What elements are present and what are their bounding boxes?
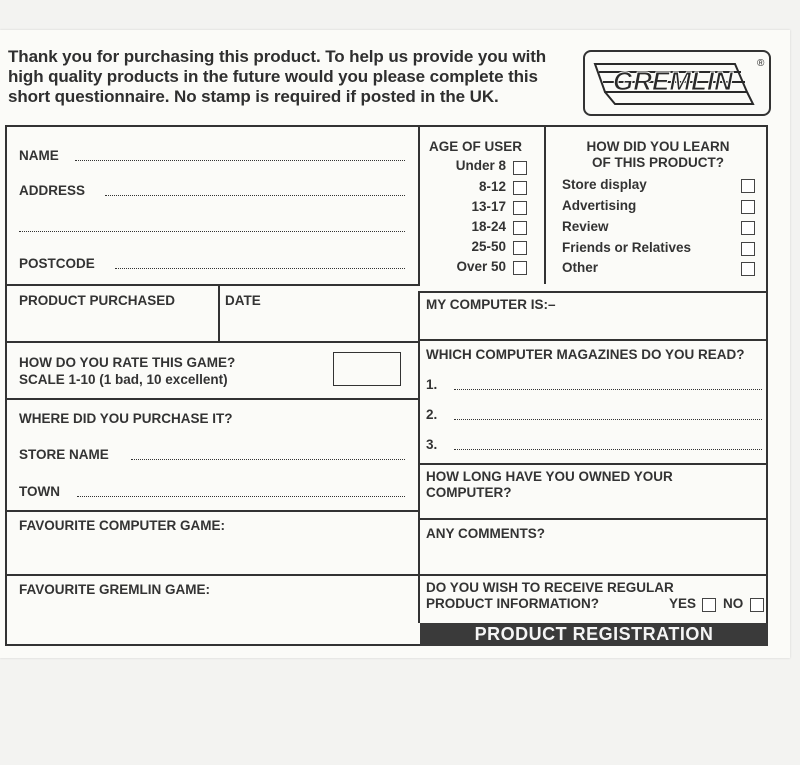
learn-checkbox[interactable] (741, 242, 755, 256)
address-label: ADDRESS (19, 183, 86, 198)
learn-option: Store display (562, 177, 647, 192)
where-purchased-section (7, 398, 420, 510)
learn-option: Other (562, 260, 599, 275)
rate-label: HOW DO YOU RATE THIS GAME? (19, 355, 236, 370)
postcode-field[interactable] (115, 268, 405, 269)
town-field[interactable] (77, 496, 405, 497)
name-address-section (7, 127, 420, 284)
date-label: DATE (225, 293, 261, 308)
age-checkbox[interactable] (513, 261, 527, 275)
age-checkbox[interactable] (513, 221, 527, 235)
address-field-1[interactable] (105, 195, 405, 196)
magazine-field-1[interactable] (454, 389, 762, 390)
yes-checkbox[interactable] (702, 598, 716, 612)
learn-title-2: OF THIS PRODUCT? (592, 155, 724, 170)
questionnaire-form (5, 125, 768, 646)
age-option: Over 50 (456, 259, 506, 274)
store-name-field[interactable] (131, 459, 405, 460)
store-name-label: STORE NAME (19, 447, 109, 462)
intro-text: Thank you for purchasing this product. To help us provide you with high quality products in the future would you please complete this short questionnaire. No stamp is required if posted in the UK. (8, 47, 547, 106)
fav-gremlin-game-section[interactable] (7, 574, 420, 646)
fav-computer-game-label: FAVOURITE COMPUTER GAME: (19, 518, 226, 533)
comments-section[interactable] (418, 518, 768, 574)
postcode-label: POSTCODE (19, 256, 95, 271)
magazines-section (418, 339, 768, 463)
learn-checkbox[interactable] (741, 200, 755, 214)
my-computer-label: MY COMPUTER IS:– (426, 297, 556, 312)
age-checkbox[interactable] (513, 241, 527, 255)
age-option: 8-12 (478, 179, 506, 194)
age-section (418, 127, 546, 284)
magazine-number: 3. (426, 437, 438, 452)
where-label: WHERE DID YOU PURCHASE IT? (19, 411, 233, 426)
address-field-2[interactable] (19, 231, 405, 232)
learn-title: HOW DID YOU LEARN (586, 139, 730, 154)
learn-checkbox[interactable] (741, 221, 755, 235)
my-computer-section[interactable] (418, 291, 768, 341)
magazine-number: 1. (426, 377, 438, 392)
age-option: Under 8 (455, 158, 506, 173)
name-field[interactable] (75, 160, 405, 161)
product-purchased-section[interactable] (7, 284, 220, 341)
age-checkbox[interactable] (513, 201, 527, 215)
learn-option: Advertising (562, 198, 637, 213)
owned-section[interactable] (418, 463, 768, 518)
age-option: 25-50 (471, 239, 506, 254)
age-option: 18-24 (471, 219, 506, 234)
receive-info-section (418, 574, 768, 623)
fav-gremlin-game-label: FAVOURITE GREMLIN GAME: (19, 582, 210, 597)
name-label: NAME (19, 148, 59, 163)
no-checkbox[interactable] (750, 598, 764, 612)
age-checkbox[interactable] (513, 181, 527, 195)
town-label: TOWN (19, 484, 60, 499)
age-option: 13-17 (471, 199, 506, 214)
yes-label: YES (669, 596, 697, 611)
magazine-field-3[interactable] (454, 449, 762, 450)
learn-section (544, 127, 768, 284)
product-purchased-label: PRODUCT PURCHASED (19, 293, 176, 308)
rating-box[interactable] (333, 352, 401, 386)
age-checkbox[interactable] (513, 161, 527, 175)
age-title: AGE OF USER (429, 139, 523, 154)
gremlin-logo-icon (585, 52, 769, 114)
learn-option: Review (562, 219, 609, 234)
registered-mark: ® (757, 58, 765, 69)
learn-checkbox[interactable] (741, 262, 755, 276)
gremlin-logo (583, 50, 771, 116)
owned-label: HOW LONG HAVE YOU OWNED YOUR (426, 469, 673, 484)
magazine-field-2[interactable] (454, 419, 762, 420)
comments-label: ANY COMMENTS? (426, 526, 546, 541)
receive-label-2: PRODUCT INFORMATION? (426, 596, 599, 611)
logo-text: GREMLIN (613, 66, 733, 96)
receive-label: DO YOU WISH TO RECEIVE REGULAR (426, 580, 674, 595)
magazines-label: WHICH COMPUTER MAGAZINES DO YOU READ? (426, 347, 745, 362)
owned-label-2: COMPUTER? (426, 485, 512, 500)
rate-section (7, 341, 420, 398)
product-registration-banner: PRODUCT REGISTRATION (420, 623, 768, 646)
no-label: NO (723, 596, 744, 611)
rate-scale-label: SCALE 1-10 (1 bad, 10 excellent) (19, 372, 228, 387)
learn-checkbox[interactable] (741, 179, 755, 193)
learn-option: Friends or Relatives (562, 240, 692, 255)
fav-computer-game-section[interactable] (7, 510, 420, 574)
magazine-number: 2. (426, 407, 438, 422)
date-section[interactable] (218, 284, 420, 341)
